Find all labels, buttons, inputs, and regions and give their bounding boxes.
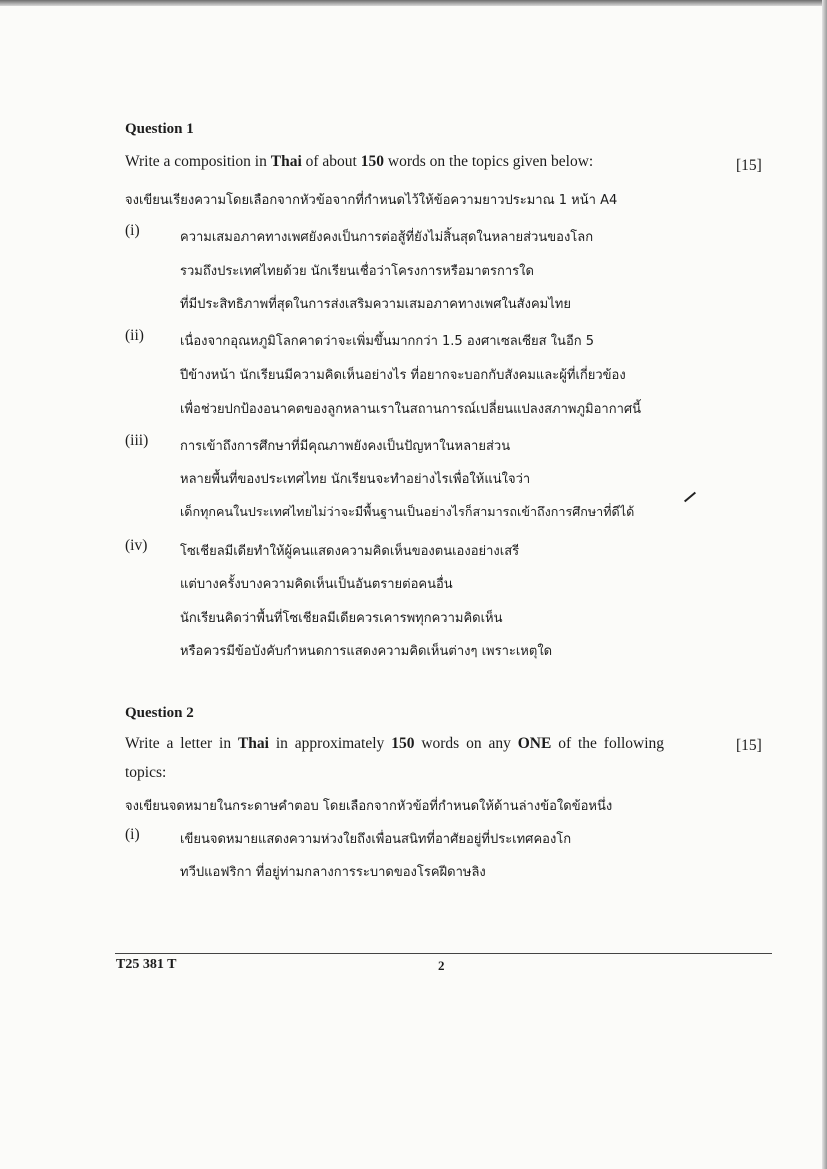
scan-edge-top — [0, 0, 827, 6]
q1-topic-line: เพื่อช่วยปกป้องอนาคตของลูกหลานเราในสถานการณ์เปลี่ยนแปลงสภาพภูมิอากาศนี้ — [180, 402, 642, 417]
q1-topic-line: ปีข้างหน้า นักเรียนมีความคิดเห็นอย่างไร ที่อยากจะบอกกับสังคมและผู้ที่เกี่ยวข้อง — [180, 368, 626, 383]
q1-topic-line: เด็กทุกคนในประเทศไทยไม่ว่าจะมีพื้นฐานเป็นอย่างไรก็สามารถเข้าถึงการศึกษาที่ดีได้ — [180, 504, 635, 519]
q1-topic-line: โซเชียลมีเดียทำให้ผู้คนแสดงความคิดเห็นของตนเองอย่างเสรี — [180, 544, 520, 559]
question-2-instruction-en: Write a letter in Thai in approximately 150 words on any ONE of the following — [125, 735, 665, 752]
question-1-marks: [15] — [736, 157, 762, 174]
q1-topic-line: หลายพื้นที่ของประเทศไทย นักเรียนจะทำอย่างไรเพื่อให้แน่ใจว่า — [180, 472, 531, 487]
q1-topic-number: (ii) — [125, 327, 144, 344]
q1-topic-line: การเข้าถึงการศึกษาที่มีคุณภาพยังคงเป็นปัญหาในหลายส่วน — [180, 439, 511, 454]
q1-topic-number: (iv) — [125, 537, 148, 554]
question-1-instruction-en: Write a composition in Thai of about 150 words on the topics given below: — [125, 153, 594, 170]
question-1-instruction-th: จงเขียนเรียงความโดยเลือกจากหัวข้อจากที่กำหนดไว้ให้ข้อความยาวประมาณ 1 หน้า A4 — [125, 193, 618, 208]
q1-topic-line: รวมถึงประเทศไทยด้วย นักเรียนเชื่อว่าโครงการหรือมาตรการใด — [180, 264, 534, 279]
question-2-instruction-en-line2: topics: — [125, 764, 167, 781]
q1-topic-number: (iii) — [125, 432, 149, 449]
scan-edge-right — [822, 0, 827, 1169]
question-2-instruction-th: จงเขียนจดหมายในกระดาษคำตอบ โดยเลือกจากหัวข้อที่กำหนดให้ด้านล่างข้อใดข้อหนึ่ง — [125, 799, 613, 814]
q1-topic-number: (i) — [125, 222, 140, 239]
q1-topic-line: นักเรียนคิดว่าพื้นที่โซเชียลมีเดียควรเคารพทุกความคิดเห็น — [180, 611, 503, 626]
footer-paper-code: T25 381 T — [116, 957, 177, 972]
q2-topic-number: (i) — [125, 826, 140, 843]
question-2-marks: [15] — [736, 737, 762, 754]
q1-topic-line: ความเสมอภาคทางเพศยังคงเป็นการต่อสู้ที่ยังไม่สิ้นสุดในหลายส่วนของโลก — [180, 230, 594, 245]
q1-topic-line: แต่บางครั้งบางความคิดเห็นเป็นอันตรายต่อคนอื่น — [180, 577, 453, 592]
q2-topic-line: เขียนจดหมายแสดงความห่วงใยถึงเพื่อนสนิทที่อาศัยอยู่ที่ประเทศคองโก — [180, 832, 572, 847]
footer-page-number: 2 — [438, 958, 445, 973]
footer-rule — [115, 953, 772, 954]
q1-topic-line: เนื่องจากอุณหภูมิโลกคาดว่าจะเพิ่มขึ้นมากกว่า 1.5 องศาเซลเซียส ในอีก 5 — [180, 334, 595, 349]
question-1-title: Question 1 — [125, 121, 194, 137]
q1-topic-line: หรือควรมีข้อบังคับกำหนดการแสดงความคิดเห็นต่างๆ เพราะเหตุใด — [180, 644, 553, 659]
pen-tick-mark — [684, 492, 696, 503]
q2-topic-line: ทวีปแอฟริกา ที่อยู่ท่ามกลางการระบาดของโรคฝีดาษลิง — [180, 865, 486, 880]
question-2-title: Question 2 — [125, 705, 194, 721]
q1-topic-line: ที่มีประสิทธิภาพที่สุดในการส่งเสริมความเสมอภาคทางเพศในสังคมไทย — [180, 297, 571, 312]
